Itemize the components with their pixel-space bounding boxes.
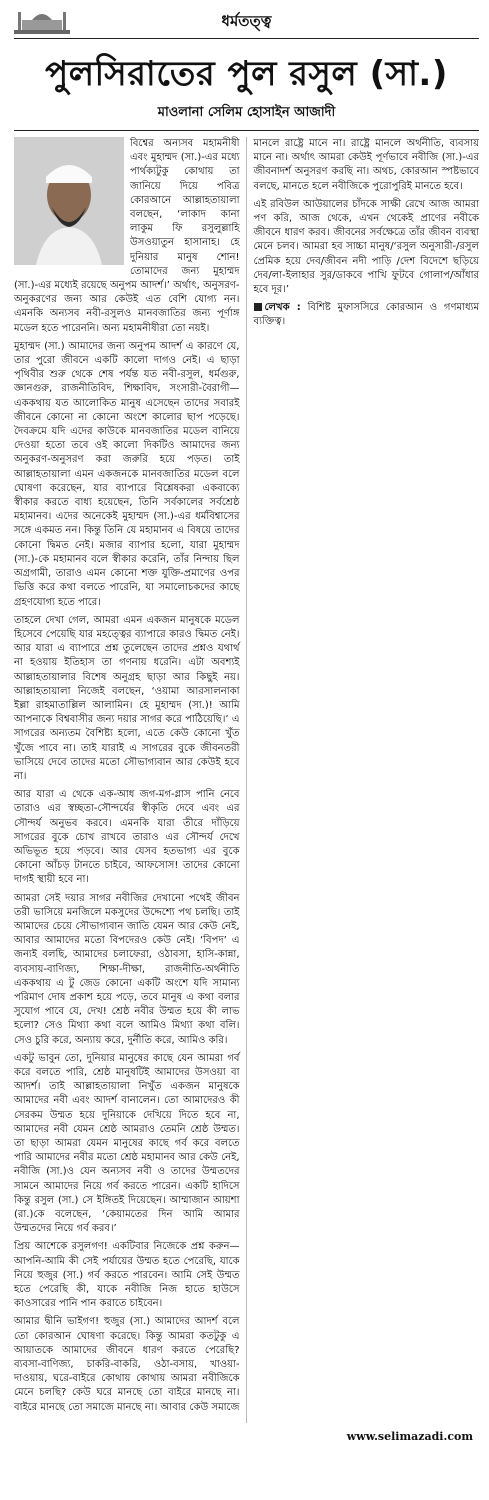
section-header <box>14 6 479 39</box>
divider <box>14 130 479 131</box>
square-bullet-icon <box>254 303 262 311</box>
paragraph-3: তাহলে দেখা গেল, আমরা এমন একজন মানুষকে মডেল হিসেবে পেয়েছি যার মহত্ত্বের ব্যাপারে কারও দ্বিমত নেই। আর যারা এ ব্যাপারে প্রশ্ন তুলেছেন তাদের প্রশ্নও যথার্থ না হওয়ায় ইতিহাস তা গণনায় ধরেনি। এটা অবশ্যই আল্লাহতায়ালার বিশেষ অনুগ্রহ ছাড়া আর কিছুই নয়। আল্লাহতায়ালা নিজেই বলছেন, ‘ওয়ামা আরসালনাকা ইল্লা রাহমাতাল্লিল আলামিন। হে মুহাম্মদ (সা.)! আমি আপনাকে বিশ্ববাসীর জন্য দয়ার সাগর করে পাঠিয়েছি।’ এ সাগরের অন্যতম বৈশিষ্ট্য হলো, এতে কেউ কোনো খুঁত খুঁজে পাবে না। তাই যারাই এ সাগরের বুকে জীবনতরী ভাসিয়ে দেবে তাদের মতো সৌভাগ্যবান আর কেউই হবে না। <box>14 614 240 782</box>
website-link[interactable]: www.selimazadi.com <box>346 1430 473 1443</box>
paragraph-9: এই রবিউল আউয়ালের চাঁদকে সাক্ষী রেখে আজ আমরা পণ করি, আজ থেকে, এখন থেকেই প্রাণের নবীকে জীবনে ধারণ করব। জীবনের সর্বক্ষেত্রে তাঁর জীবন ব্যবস্থা মেনে চলব। আমরা হব সাচ্চা মানুষ/‘রসুল অনুসারী-/রসুল প্রেমিক হয়ে দেব/জীবন নদী পাড়ি /দেশ বিদেশে ছড়িয়ে দেব/লা-ইলাহার সুর/ডাকবে পাখি ফুটবে গোলাপ/আঁধার হবে দূর।’ <box>253 198 479 296</box>
headline: পুলসিরাতের পুল রসুল (সা.) <box>45 54 448 94</box>
paragraph-5: আমরা সেই দয়ার সাগর নবীজির দেখানো পথেই জীবন তরী ভাসিয়ে মনজিলে মকসুদের উদ্দেশ্যে পথ চলছি। তাই আমাদের চেয়ে সৌভাগ্যবান জাতি যেমন আর কেউ নেই, আবার আমাদের মতো বিপদেরও কেউ নেই। ‘বিপদ’ এ জন্যই বলছি, আমাদের চলাফেরা, ওঠাবসা, হাসি-কান্না, ব্যবসায়-বাণিজ্য, শিক্ষা-দীক্ষা, রাজনীতি-অর্থনীতি এককথায় এ টু জেড কোনো একটি অংশে যদি সামান্য পরিমাণ দোষ প্রকাশ হয়ে পড়ে, তবে মানুষ এ কথা বলার সুযোগ পাবে যে, দেখ! শ্রেষ্ঠ নবীর উম্মত হয়ে কী লাভ হলো? সেও মিথ্যা কথা বলে আমিও মিথ্যা কথা বলি। সেও চুরি করে, অন্যায় করে, দুর্নীতি করে, আমিও করি। <box>14 892 240 1046</box>
author-portrait <box>14 137 124 265</box>
byline: মাওলানা সেলিম হোসাইন আজাদী <box>157 105 336 120</box>
article-columns <box>14 137 479 1423</box>
paragraph-4: আর যারা এ থেকে এক-আধ জগ-মগ-গ্লাস পানি নেবে তারাও এর স্বচ্ছতা-সৌন্দর্যের স্বীকৃতি দেবে এবং এর সৌন্দর্য অনুভব করবে। এমনকি যারা তীরে দাঁড়িয়ে সাগরের বুকে চোখ রাখবে তারাও এর সৌন্দর্য দেখে অভিভূত হয়ে পড়বে। আর যেসব হতভাগ্য এর বুকে কোনো আঁচড় টানতে চাইবে, আফসোস! তাদের কোনো দাগই স্থায়ী হবে না। <box>14 789 240 886</box>
article-body <box>14 137 479 1447</box>
author-note <box>254 301 480 329</box>
section-title: ধর্মতত্ত্ব <box>221 12 272 30</box>
author-note-text: বিশিষ্ট মুফাসসিরে কোরআন ও গণমাধ্যম ব্যক্তিত্ব। <box>253 302 480 328</box>
paragraph-1: বিশ্বের অন্যসব মহামনীষী এবং মুহাম্মদ (সা.)-এর মধ্যে পার্থক্যটুকু কোথায় তা জানিয়ে দিয়ে পবিত্র কোরআনে আল্লাহতায়ালা বলছেন, ‘লাকাদ কানা লাকুম ফি রসুলুল্লাহি উসওয়াতুন হাসানাহ। হে দুনিয়ার মানুষ শোন! তোমাদের জন্য মুহাম্মদ (সা.)-এর মধ্যেই রয়েছে অনুপম আদর্শ।’ অর্থাৎ, অনুসরণ-অনুকরণের জন্য আর কেউই এত বেশি যোগ্য নন। এমনকি অন্যসব নবী-রসুলও মানবজাতির জন্য পূর্ণাঙ্গ মডেল হতে পারেননি। অন্য মহামনীষীরা তো নয়ই। <box>14 138 240 334</box>
paragraph-2: মুহাম্মদ (সা.) আমাদের জন্য অনুপম আদর্শ এ কারণে যে, তার পুরো জীবনে একটি কালো দাগও নেই। এ ছাড়া পৃথিবীর শুরু থেকে শেষ পর্যন্ত যত নবী-রসুল, ধর্মগুরু, জ্ঞানগুরু, রাজনীতিবিদ, শিক্ষাবিদ, সংসারী-বৈরাগী— এককথায় যত আলোকিত মানুষ এসেছেন তাদের সবারই জীবনে কোনো না কোনো অংশে কালোর ছাপ পড়েছে। দৈবক্রমে যদি এদের কাউকে মানবজাতির মডেল বানিয়ে দেওয়া হতো তবে ওই কালো দিকটিও আমাদের জন্য অনুকরণ-অনুসরণ করা জরুরি হয়ে পড়ত। তাই আল্লাহতায়ালা এমন একজনকে মানবজাতির মডেল বলে ঘোষণা করেছেন, যার ব্যাপারে বিশ্লেষকরা একবাক্যে স্বীকার করতে বাধ্য হয়েছেন, তিনি সর্বকালের সর্বশ্রেষ্ঠ মহামানব। এদের অনেকেই মুহাম্মদ (সা.)-এর ধর্মবিশ্বাসের সঙ্গে একমত নন। কিন্তু তিনি যে মহামানব এ বিষয়ে তাদের কোনো দ্বিমত নেই। মজার ব্যাপার হলো, যারা মুহাম্মদ (সা.)-কে মহামানব বলে স্বীকার করেনি, তাঁর নিন্দায় ছিল অগ্রগামী, তারাও এমন কোনো শক্ত যুক্তি-প্রমাণের ওপর ভিত্তি করে কথা বলতে পারেনি, যা সমালোচকদের কাছে গ্রহণযোগ্য হতে পারে। <box>14 340 240 608</box>
paragraph-7: প্রিয় আশেকে রসুলগণ! একটিবার নিজেকে প্রশ্ন করুন— আপনি-আমি কী সেই পর্যায়ের উম্মত হতে পেরেছি, যাকে নিয়ে হুজুর (সা.) গর্ব করতে পারবেন। আমি সেই উম্মত হতে পেরেছি কী, যাকে নবীজি নিজ হাতে হাউসে কাওসারের পানি পান করাতে চাইবেন। <box>14 1241 240 1310</box>
author-note-label: লেখক : <box>264 302 301 314</box>
paragraph-8: আমার দ্বীনি ভাইগণ! হুজুর (সা.) আমাদের আদর্শ বলে তো কোরআন ঘোষণা করেছে। কিন্তু আমরা কতটুকু এ আয়াতকে আমাদের জীবনে ধারণ করতে পেরেছি? ব্যবসা-বাণিজ্য, চাকরি-বাকরি, ওঠা-বসায়, খাওয়া-দাওয়ায়, ঘরে-বাইরে কোথায় কোথায় আমরা নবীজিকে মেনে চলছি? কেউ ঘরে মানছে তো বাইরে মানছে না। বাইরে মানছে তো সমাজে মানছে না। আবার কেউ সমাজে মানলে রাষ্ট্রে মানে না। রাষ্ট্রে মানলে অর্থনীতি, ব্যবসায় মানে না। অর্থাৎ আমরা কেউই পূর্ণভাবে নবীজি (সা.)-এর জীবনাদর্শ অনুসরণ করছি না। অথচ, কোরআন স্পষ্টভাবে বলছে, মানতে হলে নবীজিকে পুরোপুরিই মানতে হবে। <box>14 138 479 1413</box>
paragraph-6: একটু ভাবুন তো, দুনিয়ার মানুষের কাছে যেন আমরা গর্ব করে বলতে পারি, শ্রেষ্ঠ মানুষটিই আমাদের উসওয়া বা আদর্শ। তাই আল্লাহতায়ালা নিখুঁত একজন মানুষকে আমাদের নবী এবং আদর্শ বানালেন। তো আমাদেরও কী সেরকম উম্মত হয়ে দুনিয়াকে দেখিয়ে দিতে হবে না, আমাদের নবী যেমন শ্রেষ্ঠ আমরাও তেমনি শ্রেষ্ঠ উম্মত। তা ছাড়া আমরা যেমন মানুষের কাছে গর্ব করে বলতে পারি আমাদের নবীর মতো শ্রেষ্ঠ মহামানব আর কেউ নেই, নবীজি (সা.)ও যেন অন্যসব নবী ও তাদের উম্মতদের সামনে আমাদের নিয়ে গর্ব করতে পারেন। একটি হাদিসে কিন্তু রসুল (সা.) সে ইঙ্গিতই দিয়েছেন। আম্মাজান আয়শা (রা.)কে বলেছেন, ‘কেয়ামতের দিন আমি আমার উম্মতদের নিয়ে গর্ব করব।’ <box>14 1052 240 1235</box>
